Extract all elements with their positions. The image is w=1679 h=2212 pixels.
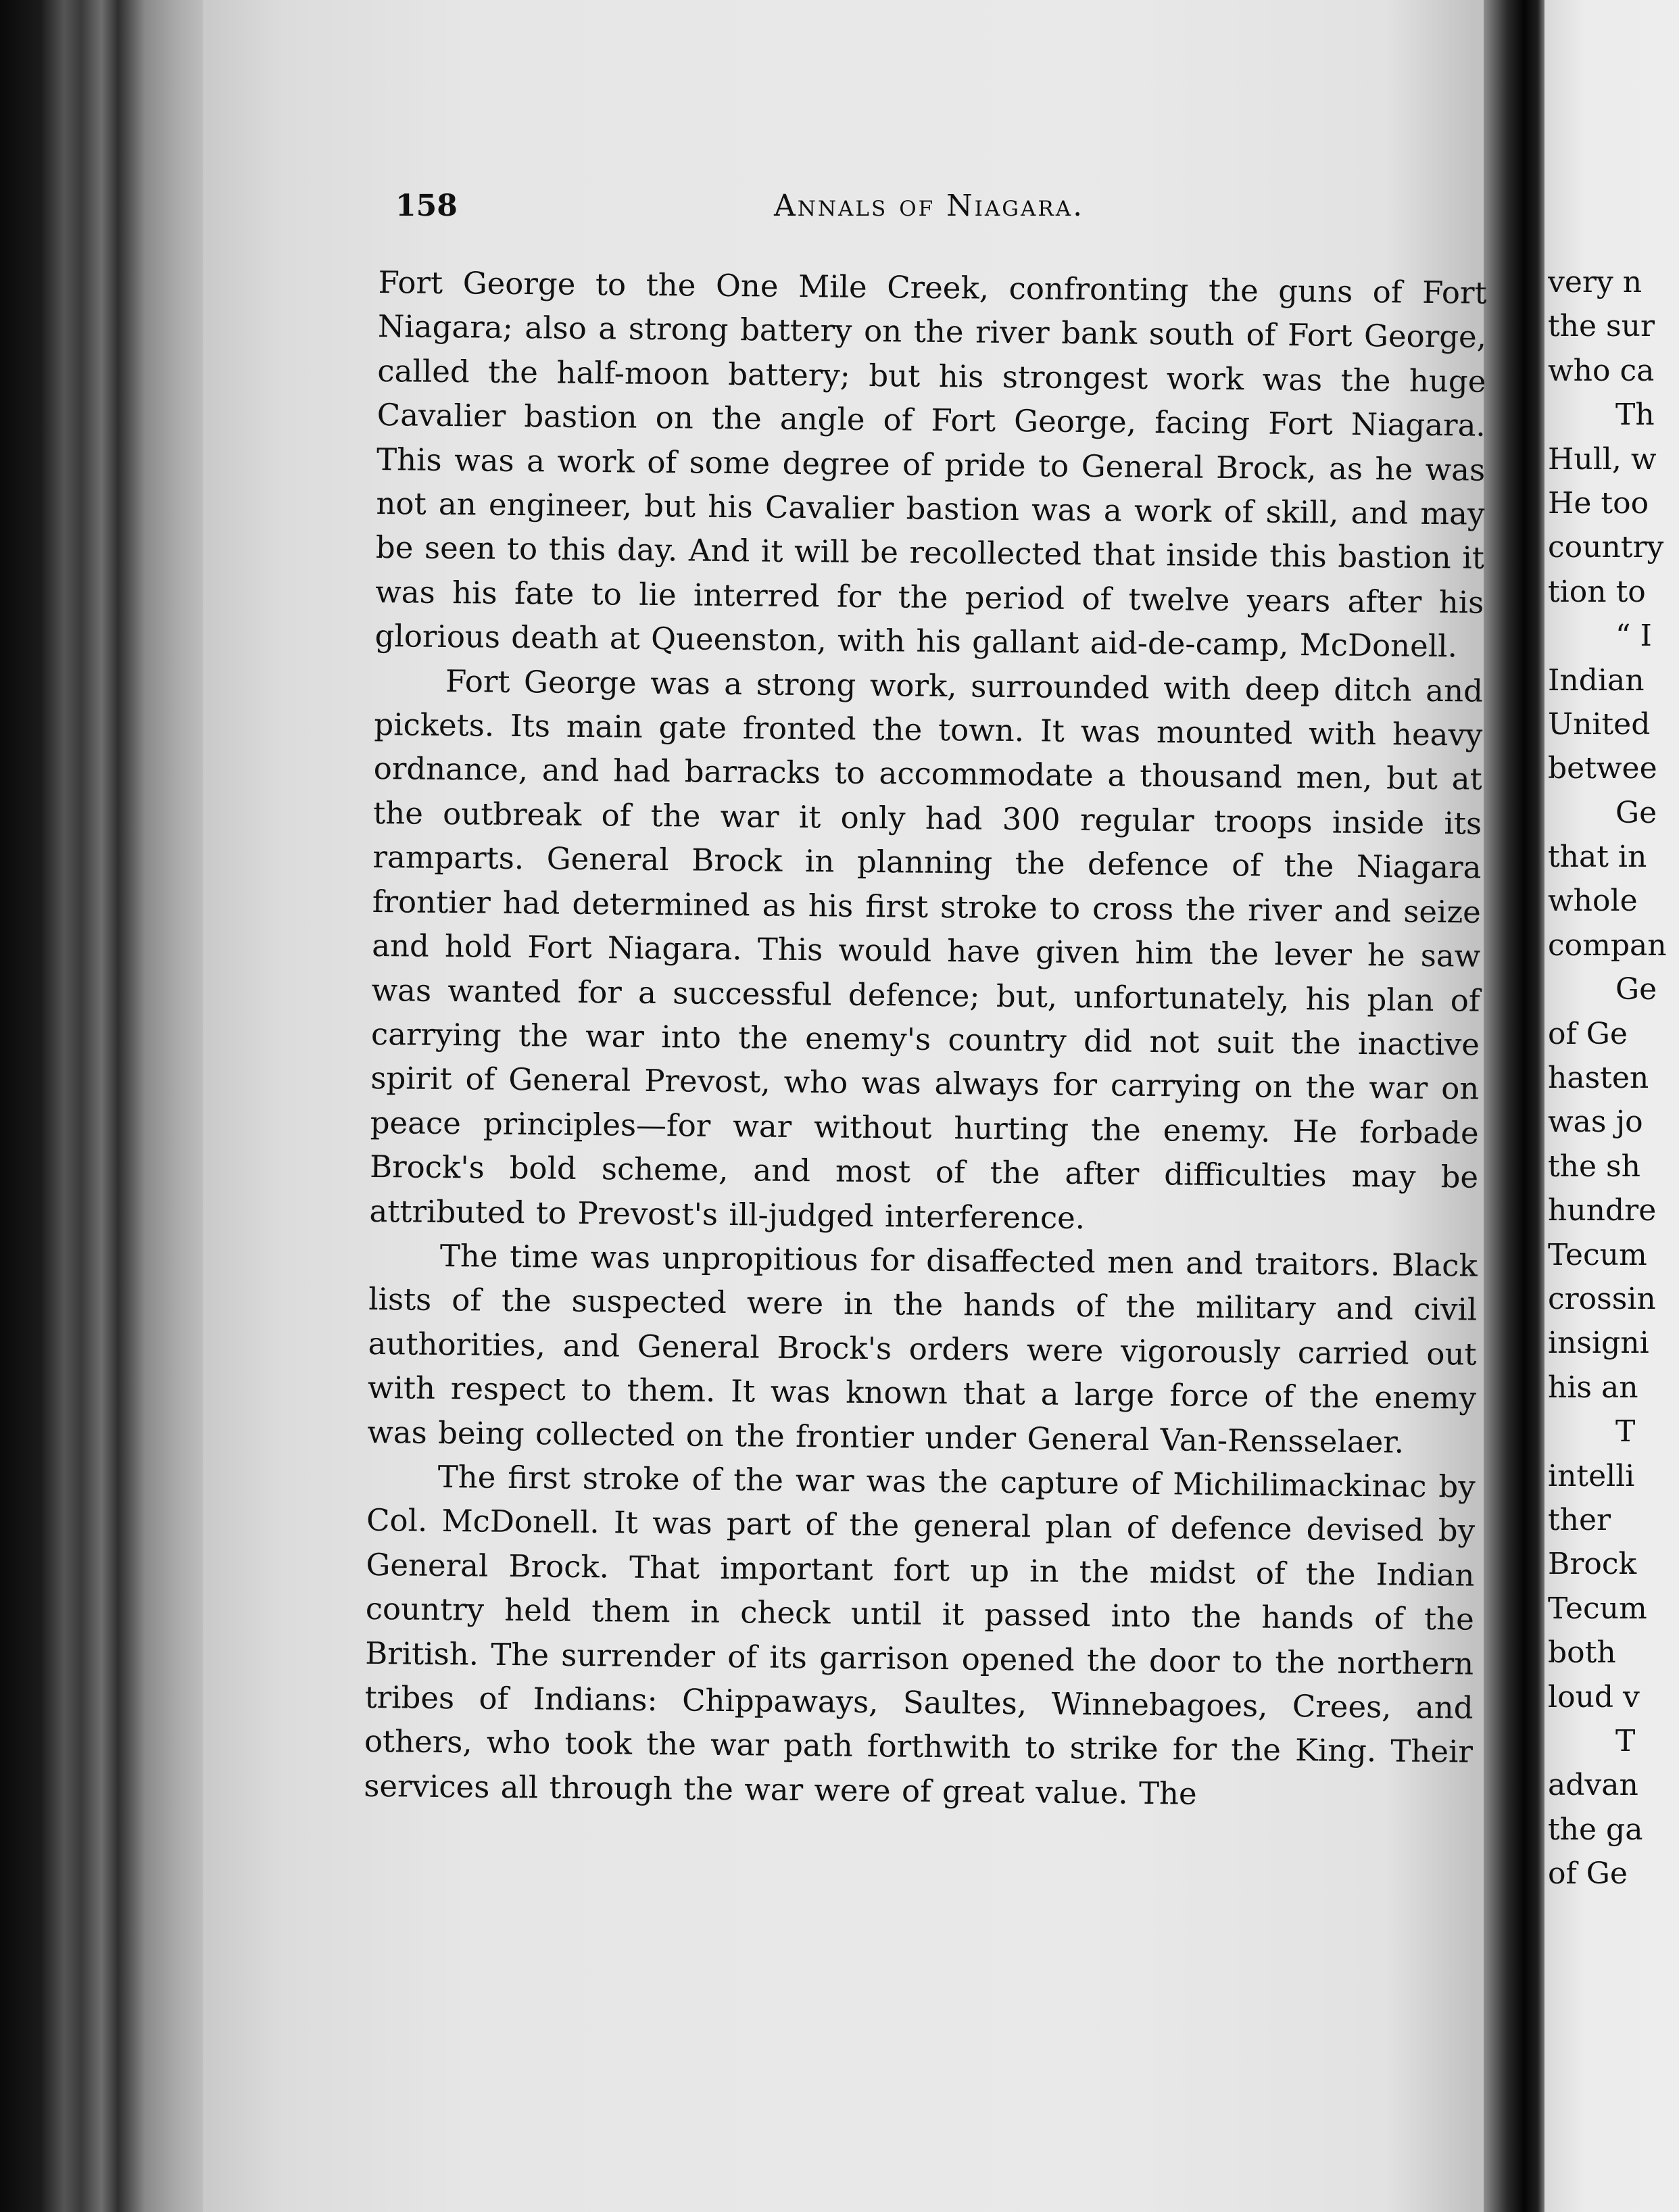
facing-page-line: ther bbox=[1548, 1502, 1611, 1537]
facing-page-text bbox=[1548, 260, 1679, 1896]
facing-page-line: Hull, w bbox=[1548, 441, 1657, 477]
facing-page-line: both bbox=[1548, 1635, 1616, 1670]
facing-page-line: that in bbox=[1548, 840, 1647, 875]
facing-page-line: was jo bbox=[1548, 1105, 1643, 1140]
facing-page-line: crossin bbox=[1548, 1281, 1656, 1316]
facing-page-line: Ge bbox=[1615, 972, 1657, 1007]
facing-page-line: “ I bbox=[1615, 619, 1652, 654]
paragraph-4: The first stroke of the war was the capture of Michilimackinac by Col. McDonell. It was part of the general plan of defence devised by General Brock. That important fort up in the midst of the Indian country held them in check until it passed into the hands of the British. The surrender of its garrison opened the door to the northern tribes of Indians: Chippaways, Saultes, Winnebagoes, Crees, and others, who took the war path forthwith to strike for the King. Their services all through the war were of great value. The bbox=[364, 1458, 1476, 1812]
paragraph-1: Fort George to the One Mile Creek, confronting the guns of Fort Niagara; also a strong battery on the river bank south of Fort George, called the half-moon battery; but his strongest work was the huge Cavalier bastion on the angle of Fort George, facing Fort Niagara. This was a work of some degree of pride to General Brock, as he was not an engineer, but his Cavalier bastion was a work of skill, and may be seen to this day. And it will be recollected that inside this bastion it was his fate to lie interred for the period of twelve years after his glorious death at Queenston, with his gallant aid-de-camp, McDonell. bbox=[374, 264, 1487, 665]
facing-page-line: tion to bbox=[1548, 574, 1646, 609]
facing-page-line: intelli bbox=[1548, 1458, 1635, 1493]
page-number: 158 bbox=[395, 189, 458, 223]
facing-page-line: hundre bbox=[1548, 1193, 1657, 1228]
facing-page-line: T bbox=[1615, 1414, 1636, 1449]
facing-page-line: Brock bbox=[1548, 1547, 1637, 1582]
facing-page-line: Indian bbox=[1548, 663, 1645, 698]
facing-page-line: the sur bbox=[1548, 309, 1655, 344]
facing-page-line: advan bbox=[1548, 1768, 1638, 1803]
facing-page-line: compan bbox=[1548, 928, 1667, 963]
facing-page-line: T bbox=[1615, 1723, 1636, 1758]
facing-page-line: country bbox=[1548, 530, 1664, 565]
facing-page-line: United bbox=[1548, 706, 1651, 742]
paragraph-2: Fort George was a strong work, surrounded with deep ditch and pickets. Its main gate fronted the town. It was mounted with heavy ordnance, and had barracks to accommodate a thousand men, but at the outbreak of the war it only had 300 regular troops inside its ramparts. General Brock in planning the defence of the Niagara frontier had determined as his first stroke to cross the river and seize and hold Fort Niagara. This would have given him the lever he saw was wanted for a successful defence; but, unfortunately, his plan of carrying the war into the enemy's country did not suit the inactive spirit of General Prevost, who was always for carrying on the war on peace principles—for war without hurting the enemy. He forbade Brock's bold scheme, and most of the after difficulties may be attributed to Prevost's ill-judged interference. bbox=[369, 663, 1484, 1236]
book-title: Annals of Niagara. bbox=[774, 189, 1085, 223]
running-head bbox=[395, 183, 1355, 230]
facing-page-line: his an bbox=[1548, 1370, 1638, 1405]
facing-page-line: very n bbox=[1548, 265, 1642, 299]
facing-page-line: Th bbox=[1615, 398, 1655, 433]
facing-page-line: insigni bbox=[1548, 1326, 1649, 1361]
facing-page-line: He too bbox=[1548, 485, 1649, 521]
facing-page-line: the ga bbox=[1548, 1812, 1643, 1847]
facing-page-line: Tecum bbox=[1548, 1591, 1647, 1626]
facing-page-line: of Ge bbox=[1548, 1856, 1628, 1892]
body-text bbox=[364, 260, 1487, 1819]
facing-page-line: hasten bbox=[1548, 1061, 1649, 1096]
facing-page-line: Tecum bbox=[1548, 1237, 1647, 1272]
book-binding-edge bbox=[0, 0, 223, 2212]
facing-page-line: the sh bbox=[1548, 1149, 1640, 1184]
facing-page-line: whole bbox=[1548, 884, 1638, 919]
page-gutter bbox=[1484, 0, 1544, 2212]
facing-page-line: of Ge bbox=[1548, 1016, 1628, 1051]
facing-page-line: betwee bbox=[1548, 751, 1657, 786]
facing-page-line: who ca bbox=[1548, 353, 1655, 388]
facing-page-line: loud v bbox=[1548, 1679, 1640, 1714]
paragraph-3: The time was unpropitious for disaffected men and traitors. Black lists of the suspected were in the hands of the military and civil authorities, and General Brock's orders were vigorously carried out with respect to them. It was known that a large force of the enemy was being collected on the frontier under General Van-Rensselaer. bbox=[367, 1237, 1478, 1460]
facing-page-line: Ge bbox=[1615, 795, 1657, 830]
